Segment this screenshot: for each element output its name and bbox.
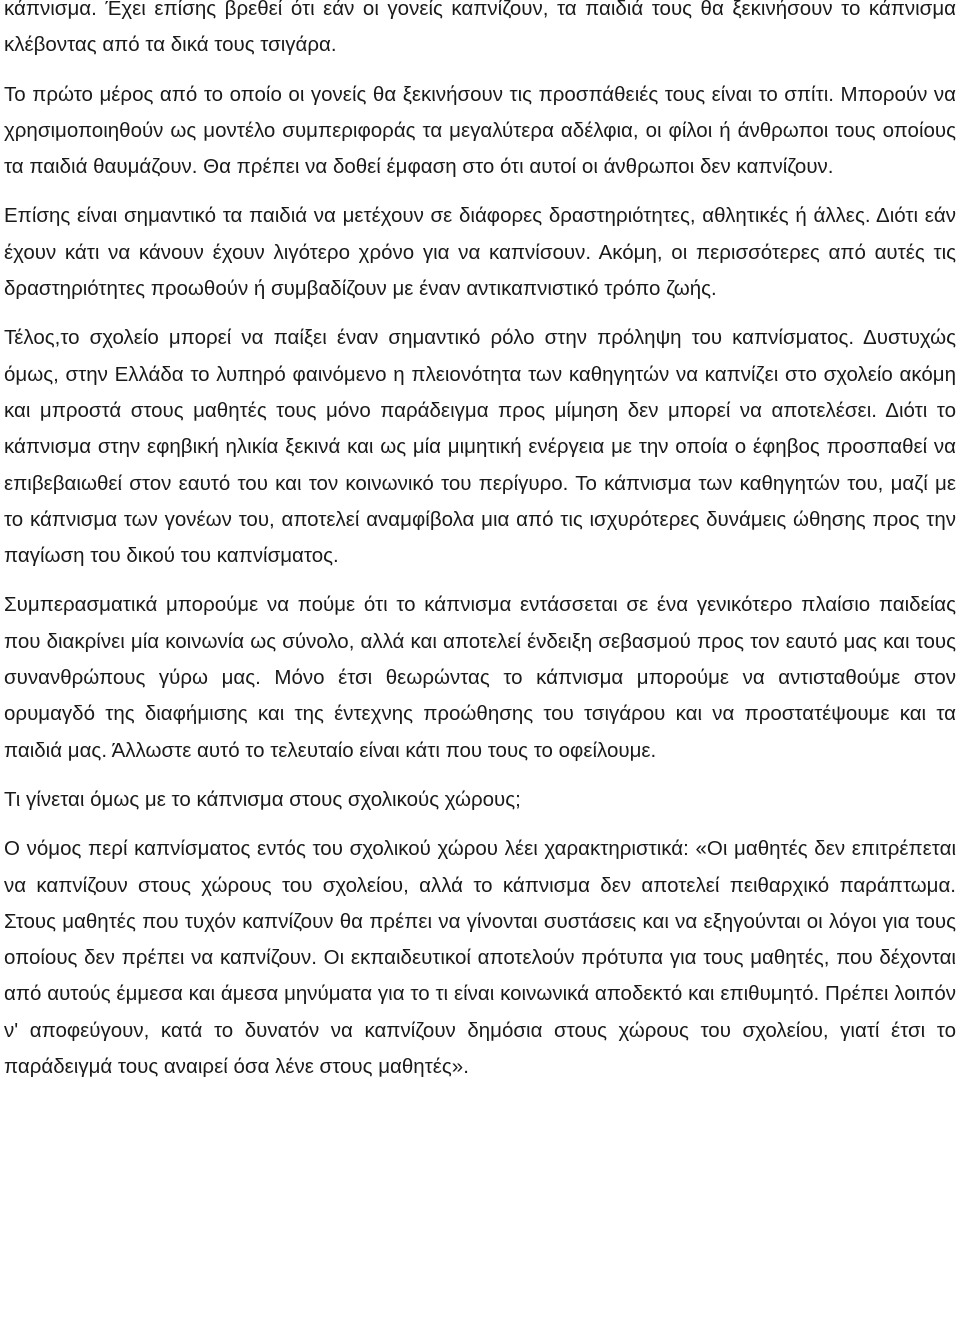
paragraph-5: Συμπερασματικά μπορούμε να πούμε ότι το κάπνισμα εντάσσεται σε ένα γενικότερο πλαίσιο παιδείας που διακρίνει μία κοινωνία ως σύνολο, αλλά και αποτελεί ένδειξη σεβασμού προς τον εαυτό μας και τους συνανθρώπους γύρω μας. Μόνο έτσι θεωρώντας το κάπνισμα μπορούμε να αντισταθούμε στον ορυμαγδό της διαφήμισης και της έντεχνης προώθησης του τσιγάρου και να προστατέψουμε και τα παιδιά μας. Άλλωστε αυτό το τελευταίο είναι κάτι που τους το οφείλουμε. — [4, 593, 956, 762]
paragraph-3: Επίσης είναι σημαντικό τα παιδιά να μετέχουν σε διάφορες δραστηριότητες, αθλητικές ή άλλες. Διότι εάν έχουν κάτι να κάνουν έχουν λιγότερο χρόνο για να καπνίσουν. Ακόμη, οι περισσότερες από αυτές τις δραστηριότητες προωθούν ή συμβαδίζουν με έναν αντικαπνιστικό τρόπο ζωής. — [4, 204, 956, 301]
paragraph-7-law-quote: Ο νόμος περί καπνίσματος εντός του σχολικού χώρου λέει χαρακτηριστικά: «Οι μαθητές δεν επιτρέπεται να καπνίζουν στους χώρους του σχολείου, αλλά το κάπνισμα δεν αποτελεί πειθαρχικό παράπτωμα. Στους μαθητές που τυχόν καπνίζουν θα πρέπει να γίνονται συστάσεις και να εξηγούνται οι λόγοι για τους οποίους δεν πρέπει να καπνίζουν. Οι εκπαιδευτικοί αποτελούν πρότυπα για τους μαθητές, που δέχονται από αυτούς έμμεσα και άμεσα μηνύματα για το τι είναι κοινωνικά αποδεκτό και επιθυμητό. Πρέπει λοιπόν ν' αποφεύγουν, κατά το δυνατόν να καπνίζουν δημόσια στους χώρους του σχολείου, γιατί έτσι το παράδειγμά τους αναιρεί όσα λένε στους μαθητές». — [4, 837, 956, 1079]
paragraph-4: Τέλος,το σχολείο μπορεί να παίξει έναν σημαντικό ρόλο στην πρόληψη του καπνίσματος. Δυστυχώς όμως, στην Ελλάδα το λυπηρό φαινόμενο η πλειονότητα των καθηγητών να καπνίζει στο σχολείο ακόμη και μπροστά στους μαθητές τους μόνο παράδειγμα προς μίμηση δεν μπορεί να αποτελέσει. Διότι το κάπνισμα στην εφηβική ηλικία ξεκινά και ως μία μιμητική ενέργεια με την οποία ο έφηβος προσπαθεί να επιβεβαιωθεί στον εαυτό του και τον κοινωνικό του περίγυρο. Το κάπνισμα των καθηγητών του, μαζί με το κάπνισμα των γονέων του, αποτελεί αναμφίβολα μια από τις ισχυρότερες δυνάμεις ώθησης προς την παγίωση του δικού του καπνίσματος. — [4, 326, 956, 568]
paragraph-1: κάπνισμα. Έχει επίσης βρεθεί ότι εάν οι γονείς καπνίζουν, τα παιδιά τους θα ξεκινήσουν το κάπνισμα κλέβοντας από τα δικά τους τσιγάρα. — [4, 0, 956, 57]
paragraph-6-question: Τι γίνεται όμως με το κάπνισμα στους σχολικούς χώρους; — [4, 787, 521, 811]
paragraph-2: Το πρώτο μέρος από το οποίο οι γονείς θα ξεκινήσουν τις προσπάθειές τους είναι το σπίτι. Μπορούν να χρησιμοποιηθούν ως μοντέλο συμπεριφοράς τα μεγαλύτερα αδέλφια, οι φίλοι ή άνθρωποι τους οποίους τα παιδιά θαυμάζουν. Θα πρέπει να δοθεί έμφαση στο ότι αυτοί οι άνθρωποι δεν καπνίζουν. — [4, 82, 956, 179]
